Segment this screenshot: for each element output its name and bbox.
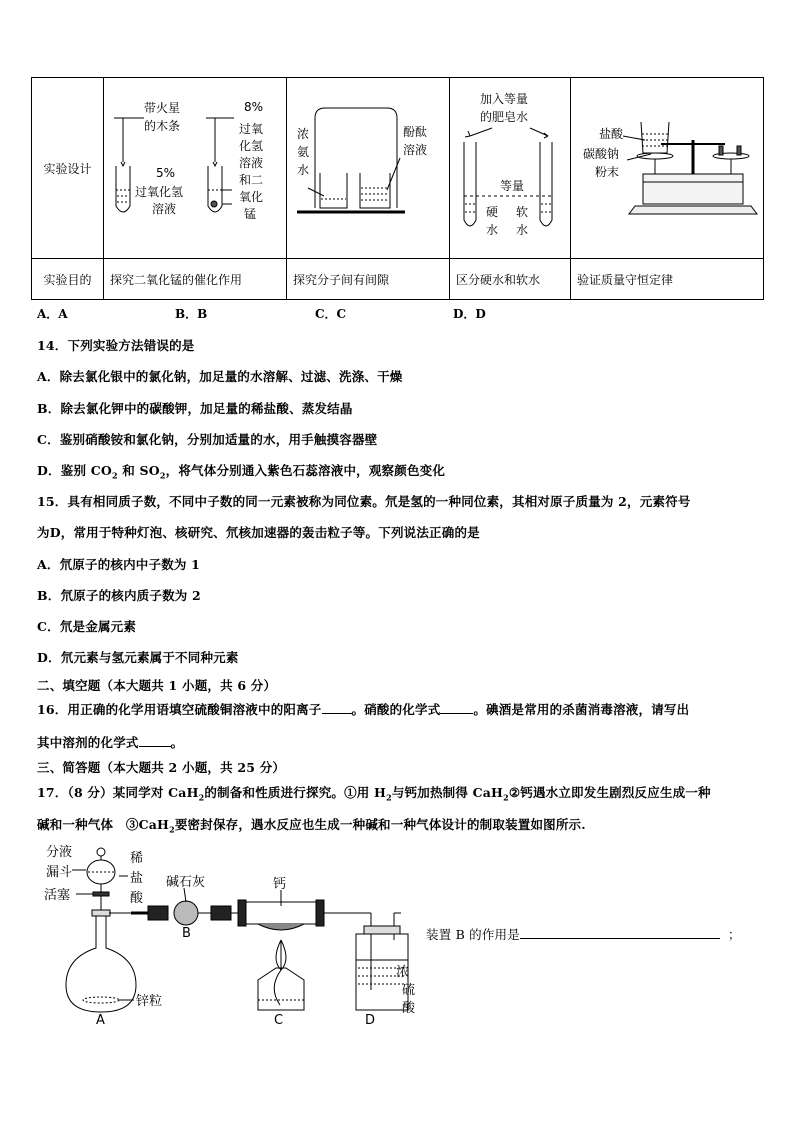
- q15-option-c[interactable]: C．氘是金属元素: [37, 619, 137, 634]
- sulfuric-label-2: 硫: [402, 983, 416, 998]
- diagram-c: [450, 78, 571, 254]
- q14-option-b[interactable]: B．除去氯化钾中的碳酸钾，加足量的稀盐酸、蒸发结晶: [37, 401, 353, 416]
- q15-option-b[interactable]: B．氘原子的核内质子数为 2: [37, 588, 201, 603]
- soft-2: 水: [516, 223, 529, 237]
- section-3-heading: 三、简答题（本大题共 2 小题，共 25 分）: [37, 760, 286, 775]
- sol-right-2: 化氢: [239, 139, 264, 153]
- phenol-1: 酚酞: [403, 125, 428, 139]
- q16-l2b: 。: [170, 735, 184, 750]
- hard-1: 硬: [486, 205, 499, 219]
- sub-2: 2: [111, 470, 118, 481]
- funnel-label-2: 漏斗: [46, 865, 73, 880]
- q17-line1: [37, 783, 711, 803]
- q15-line2: 为D，常用于特种灯泡、核研究、氘核加速器的轰击粒子等。下列说法正确的是: [37, 525, 480, 540]
- diagram-b: [287, 78, 450, 254]
- zinc-label: 锌粒: [136, 994, 163, 1009]
- q16-l1c: 。碘酒是常用的杀菌消毒溶液，请写出: [473, 702, 690, 717]
- option-c[interactable]: C．C: [315, 307, 347, 321]
- sub-2b: 2: [159, 470, 166, 481]
- acid-label-1: 稀: [130, 851, 144, 866]
- label-b: B: [182, 926, 191, 941]
- q17-end: ；: [727, 927, 741, 942]
- q17-l2a: 碱和一种气体 ③CaH: [37, 817, 170, 832]
- q14-option-d[interactable]: [37, 461, 445, 481]
- sol-right-5: 氧化: [239, 190, 264, 204]
- option-d[interactable]: D．D: [453, 307, 486, 321]
- q15-line1: 15．具有相同质子数，不同中子数的同一元素被称为同位素。氘是氢的一种同位素，其相对原子质量为 2，元素符号: [37, 494, 691, 509]
- sol-right-1: 过氧: [239, 122, 264, 136]
- apparatus-diagram: [36, 840, 426, 1030]
- diagram-b-cell: [287, 78, 450, 259]
- q16-l1a: 16．用正确的化学用语填空硫酸铜溶液中的阳离子: [37, 702, 322, 717]
- answer-blank[interactable]: [520, 926, 720, 939]
- lime-label: 碱石灰: [166, 875, 206, 890]
- q16-line1: [37, 700, 689, 718]
- hard-2: 水: [486, 223, 499, 237]
- diagram-a: [104, 78, 287, 254]
- funnel-label-1: 分液: [46, 845, 73, 860]
- q14-option-c[interactable]: C．鉴别硝酸铵和氯化钠，分别加适量的水，用手触摸容器壁: [37, 432, 378, 447]
- stopcock-label: 活塞: [44, 888, 71, 903]
- q17-line2: [37, 815, 586, 835]
- sol-left-1: 过氧化氢: [135, 185, 184, 199]
- phenol-2: 溶液: [403, 143, 428, 157]
- label-c: C: [274, 1013, 284, 1028]
- purpose-a: 探究二氧化锰的催化作用: [104, 259, 287, 300]
- blank-1[interactable]: [322, 701, 352, 714]
- soap-2: 的肥皂水: [480, 110, 529, 124]
- q17-question-text: 装置 B 的作用是: [426, 927, 520, 942]
- q15-option-d[interactable]: D．氘元素与氢元素属于不同种元素: [37, 650, 239, 665]
- purpose-b: 探究分子间有间隙: [287, 259, 450, 300]
- purpose-d: 验证质量守恒定律: [571, 259, 764, 300]
- label-a: A: [96, 1013, 105, 1028]
- q14-stem: 14．下列实验方法错误的是: [37, 338, 195, 353]
- calcium-label: 钙: [273, 877, 287, 892]
- q14-d-mid: 和 SO: [122, 463, 160, 478]
- q16-l1b: 。硝酸的化学式: [351, 702, 441, 717]
- sol-left-2: 溶液: [152, 202, 177, 216]
- ammonia-1: 浓: [297, 127, 310, 141]
- q17-l2b: 要密封保存，遇水反应也生成一种碱和一种气体设计的制取装置如图所示.: [174, 817, 586, 832]
- sol-right-3: 溶液: [239, 156, 264, 170]
- q15-option-a[interactable]: A．氘原子的核内中子数为 1: [37, 557, 201, 572]
- splint-label-2: 的木条: [144, 119, 181, 133]
- q16-line2: [37, 733, 183, 751]
- splint-label-1: 带火星: [144, 101, 181, 115]
- ammonia-3: 水: [297, 163, 310, 177]
- diagram-a-cell: [104, 78, 287, 259]
- q17-sub2: 2: [386, 792, 392, 803]
- sulfuric-label-3: 酸: [402, 1001, 416, 1016]
- q17-l1a: 17．（8 分）某同学对 CaH: [37, 785, 199, 800]
- soft-1: 软: [516, 205, 529, 219]
- diagram-d: [571, 78, 764, 254]
- carb-1: 碳酸钠: [583, 147, 620, 161]
- sulfuric-label-1: 浓: [396, 965, 410, 980]
- diagram-c-cell: [450, 78, 571, 259]
- label-d: D: [365, 1013, 376, 1028]
- q17-l1b: 的制备和性质进行探究。①用 H: [204, 785, 387, 800]
- blank-3[interactable]: [139, 734, 171, 747]
- experiment-table: [31, 77, 764, 300]
- acid-label-2: 盐: [130, 871, 144, 886]
- q17-question: [426, 925, 741, 943]
- q14-d-post: ，将气体分别通入紫色石蕊溶液中，观察颜色变化: [165, 463, 446, 478]
- ammonia-2: 氨: [297, 145, 310, 159]
- carb-2: 粉末: [595, 165, 620, 179]
- q17-sub1: 2: [198, 792, 205, 803]
- q16-l2a: 其中溶剂的化学式: [37, 735, 139, 750]
- q17-l1c: 与钙加热制得 CaH: [391, 785, 504, 800]
- section-2-heading: 二、填空题（本大题共 1 小题，共 6 分）: [37, 678, 277, 693]
- row-label-design: 实验设计: [32, 78, 104, 259]
- sol-right-4: 和二: [239, 173, 264, 187]
- conc-left: 5%: [156, 166, 176, 180]
- q17-sub4: 2: [169, 824, 175, 835]
- row-label-purpose: 实验目的: [32, 259, 104, 300]
- purpose-c: 区分硬水和软水: [450, 259, 571, 300]
- equal-label: 等量: [500, 179, 525, 193]
- diagram-d-cell: [571, 78, 764, 259]
- soap-1: 加入等量: [480, 92, 529, 106]
- sol-right-6: 锰: [244, 207, 257, 221]
- q17-l1d: ②钙遇水立即发生剧烈反应生成一种: [508, 785, 711, 800]
- conc-right: 8%: [244, 100, 264, 114]
- q14-option-a[interactable]: A．除去氯化银中的氯化钠，加足量的水溶解、过滤、洗涤、干燥: [37, 369, 403, 384]
- blank-2[interactable]: [440, 701, 473, 714]
- acid-label: 盐酸: [599, 127, 624, 141]
- q14-d-pre: D．鉴别 CO: [37, 463, 112, 478]
- q17-sub3: 2: [503, 792, 509, 803]
- option-b[interactable]: B．B: [175, 307, 208, 321]
- option-a[interactable]: A．A: [37, 307, 68, 321]
- acid-label-3: 酸: [130, 891, 144, 906]
